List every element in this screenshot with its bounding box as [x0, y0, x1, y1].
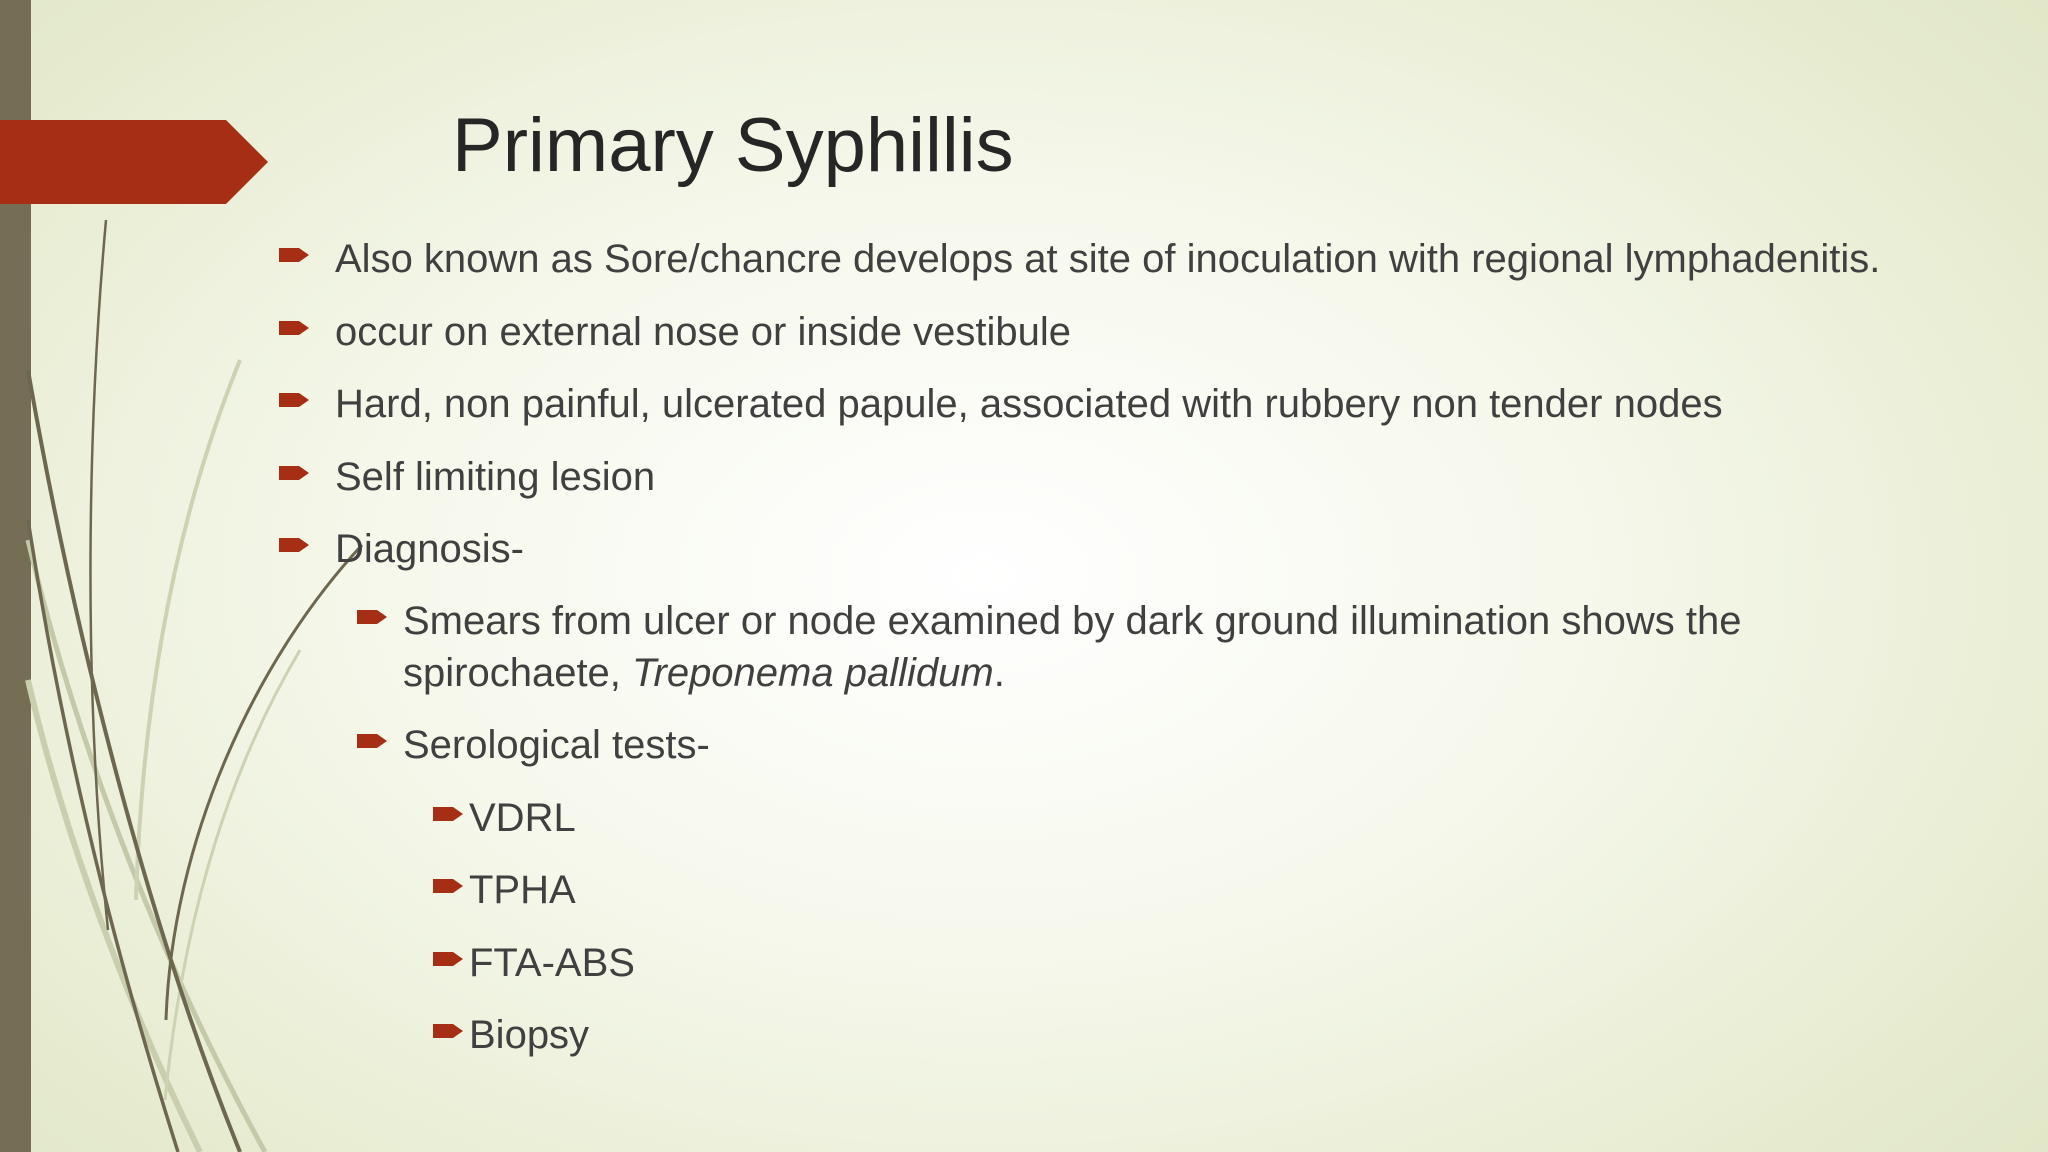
arrow-bullet-icon	[279, 463, 311, 483]
arrow-bullet-icon	[279, 245, 311, 265]
bullet-text-prefix: spirochaete,	[403, 651, 633, 695]
bullet-text: Diagnosis-	[335, 527, 524, 571]
bullet-item	[335, 451, 655, 503]
bullet-text: Smears from ulcer or node examined by dark ground illumination shows the	[403, 599, 1742, 643]
bullet-text: occur on external nose or inside vestibule	[335, 310, 1071, 354]
arrow-bullet-icon	[279, 390, 311, 410]
bullet-item	[335, 306, 1071, 358]
arrow-bullet-icon	[433, 804, 465, 824]
bullet-item	[335, 233, 1880, 285]
arrow-bullet-icon	[279, 318, 311, 338]
arrow-bullet-icon	[357, 731, 389, 751]
arrow-bullet-icon	[357, 607, 389, 627]
slide-title: Primary Syphillis	[452, 103, 1014, 188]
arrow-bullet-icon	[279, 535, 311, 555]
bullet-item	[469, 937, 635, 989]
bullet-text: Hard, non painful, ulcerated papule, associated with rubbery non tender nodes	[335, 382, 1723, 426]
bullet-text: TPHA	[469, 868, 576, 912]
bullet-item	[469, 792, 576, 844]
bullet-text-suffix: .	[993, 651, 1005, 695]
arrow-bullet-icon	[433, 1021, 465, 1041]
arrow-bullet-icon	[433, 876, 465, 896]
bullet-item	[335, 378, 1723, 430]
arrow-bullet-icon	[433, 949, 465, 969]
bullet-text: Biopsy	[469, 1013, 590, 1057]
bullet-item	[403, 595, 1741, 699]
organism-name: Treponema pallidum	[632, 651, 994, 695]
bullet-text: Serological tests-	[403, 723, 710, 767]
bullet-item	[335, 523, 524, 575]
bullet-text: FTA-ABS	[469, 941, 635, 985]
bullet-text: Also known as Sore/chancre develops at site of inoculation with regional lymphadenitis.	[335, 237, 1881, 281]
bullet-item	[469, 1009, 589, 1061]
bullet-text: Self limiting lesion	[335, 455, 656, 499]
bullet-item	[403, 719, 710, 771]
bullet-item	[469, 864, 576, 916]
bullet-text: VDRL	[469, 796, 576, 840]
